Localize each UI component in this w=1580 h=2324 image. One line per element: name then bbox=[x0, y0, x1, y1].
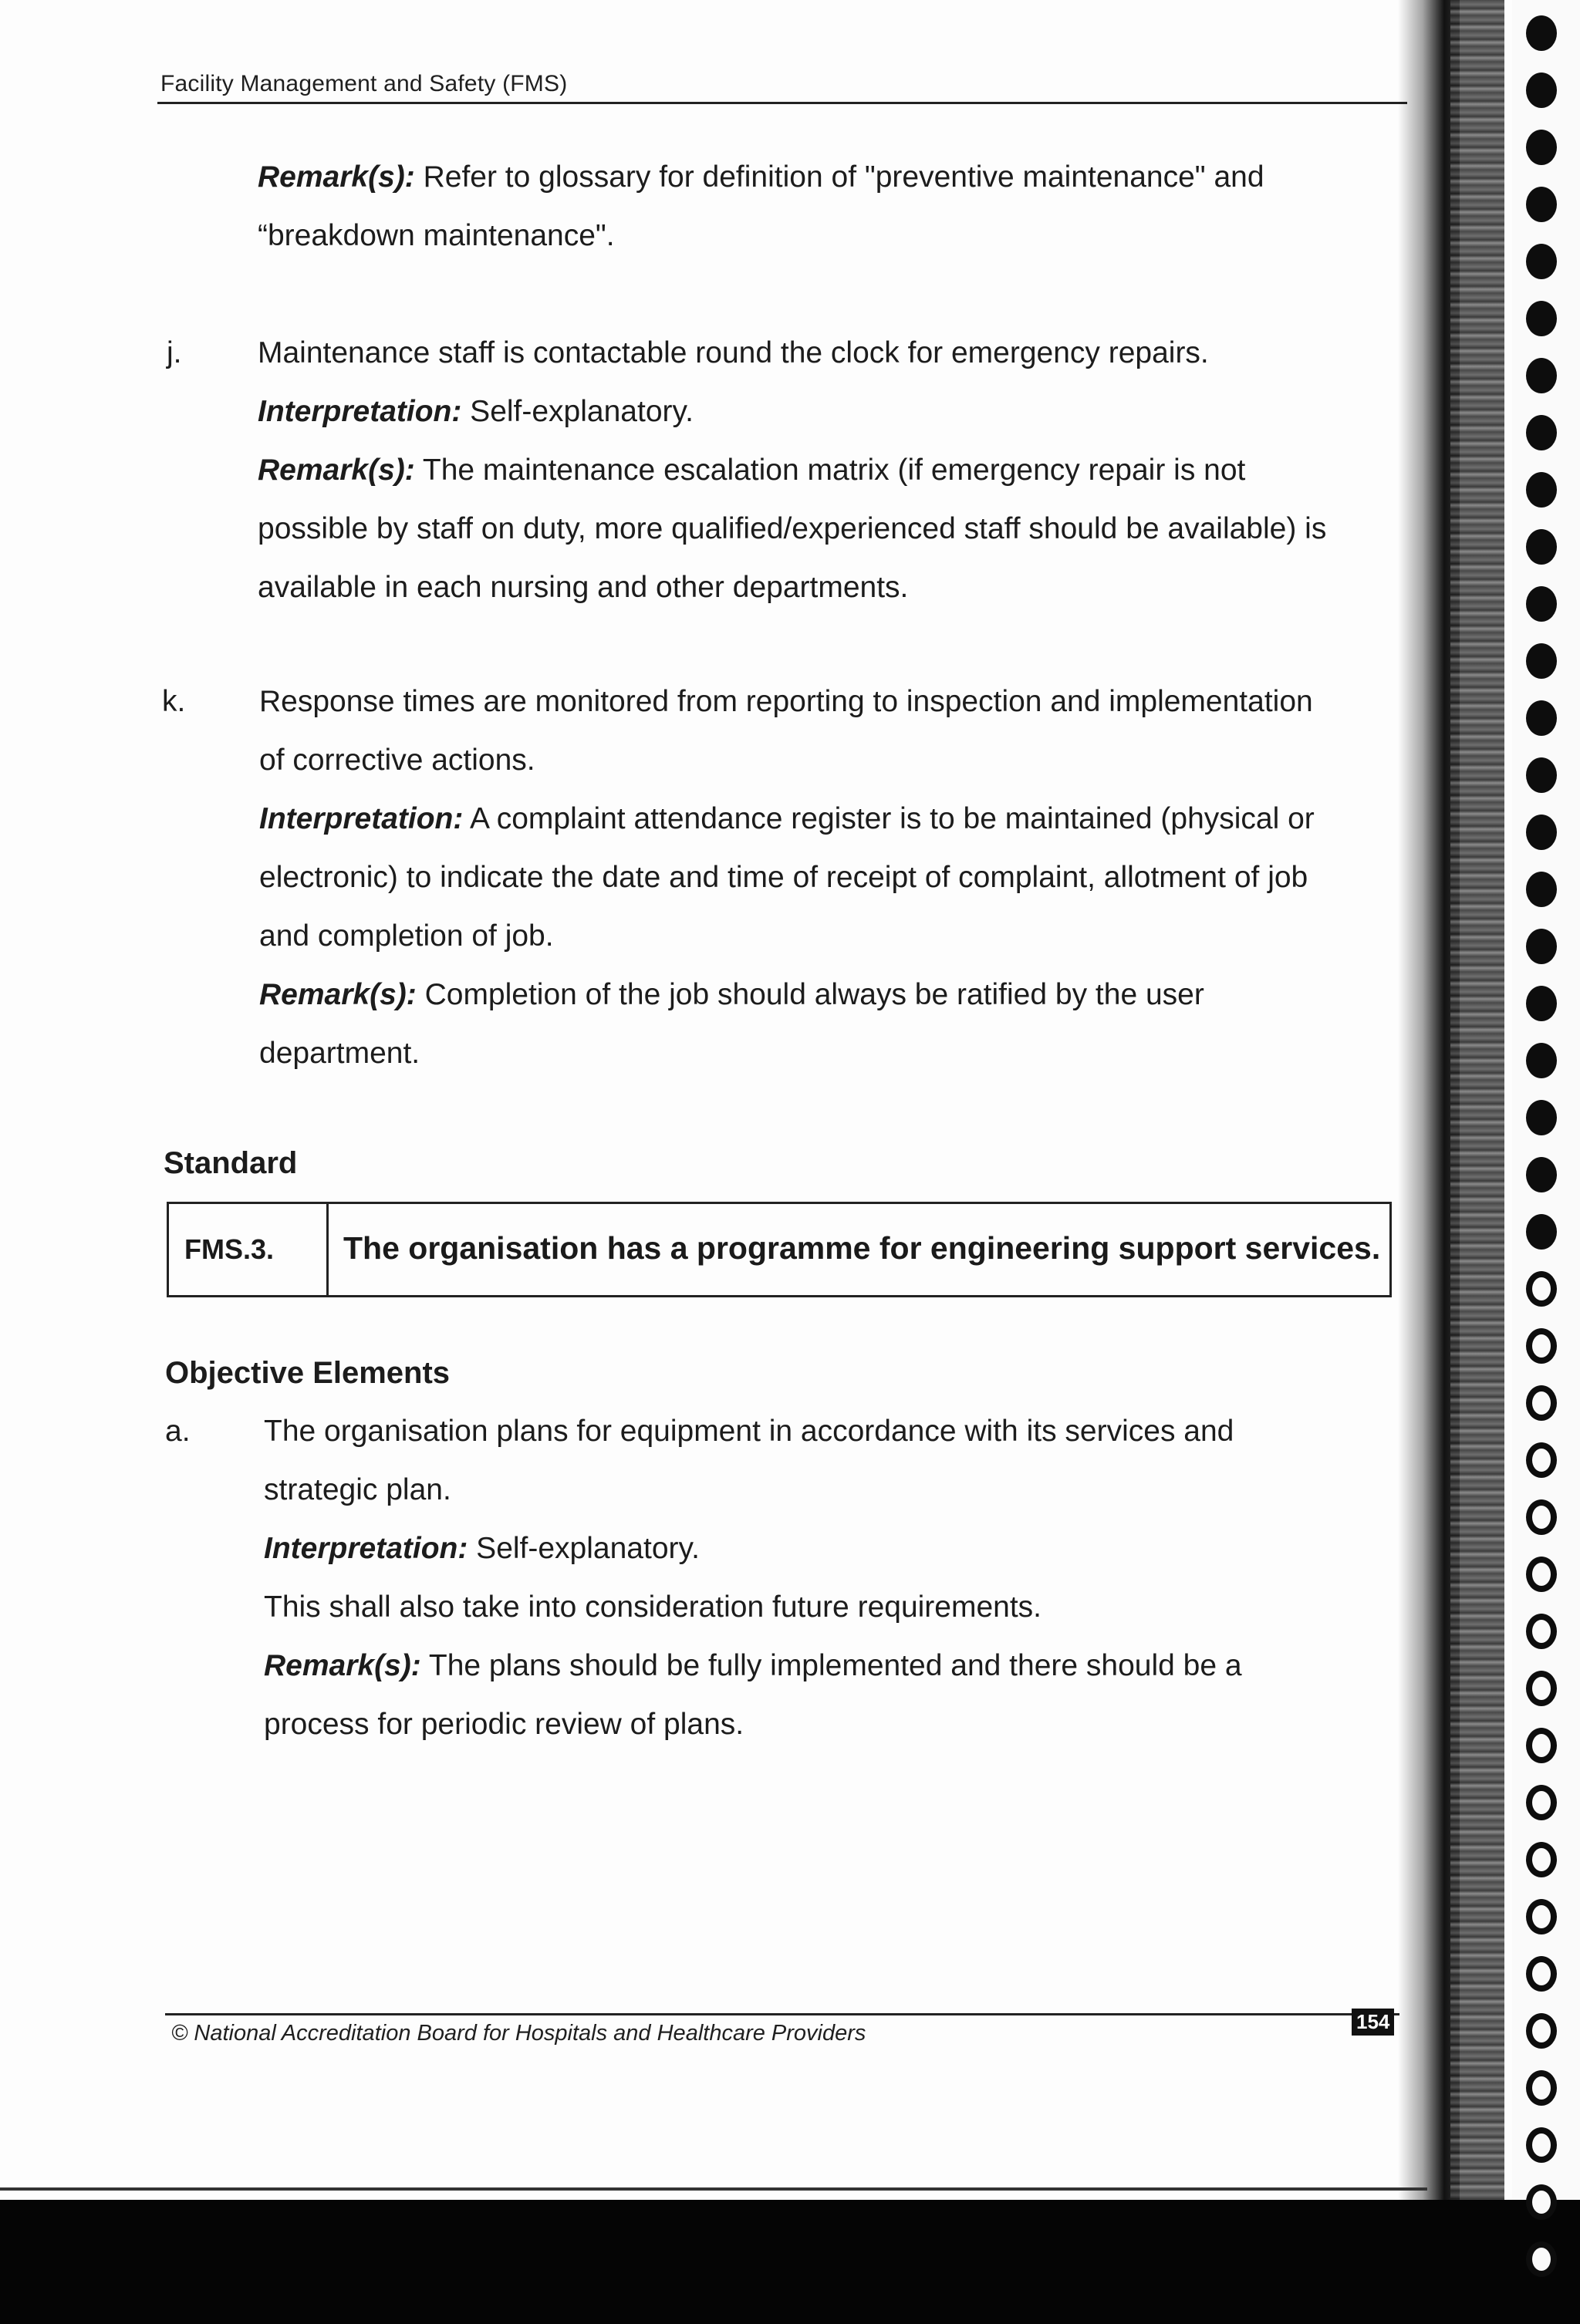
binding-hole bbox=[1526, 15, 1557, 51]
remark-text-line1: The maintenance escalation matrix (if emergency repair is not bbox=[414, 454, 1246, 487]
item-k-text-line1: Response times are monitored from reporting to inspection and implementation bbox=[259, 685, 1313, 718]
binding-hole bbox=[1526, 2013, 1557, 2049]
standard-heading: Standard bbox=[164, 1146, 298, 1180]
item-k-text-line2: of corrective actions. bbox=[259, 744, 535, 777]
remark-label: Remark(s): bbox=[259, 978, 417, 1011]
binding-hole bbox=[1526, 1614, 1557, 1649]
remark-text-line1: Refer to glossary for definition of "preventive maintenance" and bbox=[414, 160, 1264, 194]
header-title: Facility Management and Safety (FMS) bbox=[160, 71, 568, 96]
binding-hole bbox=[1526, 1899, 1557, 1934]
binding-hole bbox=[1526, 1214, 1557, 1250]
item-j-text: Maintenance staff is contactable round the clock for emergency repairs. bbox=[258, 336, 1209, 369]
binding-hole bbox=[1526, 586, 1557, 622]
binding-hole bbox=[1526, 472, 1557, 508]
binding-hole bbox=[1526, 415, 1557, 450]
item-j bbox=[258, 324, 1399, 617]
binding-hole bbox=[1526, 1385, 1557, 1421]
binding-hole bbox=[1526, 73, 1557, 108]
binding-hole bbox=[1526, 757, 1557, 793]
interpretation-text-line3: and completion of job. bbox=[259, 919, 554, 953]
binding-hole bbox=[1526, 130, 1557, 165]
interpretation-label: Interpretation: bbox=[258, 395, 462, 428]
remark-text-line2: department. bbox=[259, 1037, 420, 1070]
binding-hole bbox=[1526, 301, 1557, 336]
standard-text: The organisation has a programme for engineering support services. bbox=[343, 1230, 1381, 1266]
binding-hole bbox=[1526, 1671, 1557, 1706]
binding-hole bbox=[1526, 872, 1557, 907]
interpretation-label: Interpretation: bbox=[259, 802, 464, 835]
binding-hole bbox=[1526, 2241, 1557, 2277]
standard-code: FMS.3. bbox=[184, 1233, 275, 1265]
binding-hole bbox=[1526, 1956, 1557, 1992]
interpretation-label: Interpretation: bbox=[264, 1532, 468, 1565]
item-i-remark bbox=[258, 148, 1399, 265]
binding-hole bbox=[1526, 2184, 1557, 2220]
binding-hole bbox=[1526, 1100, 1557, 1135]
binding-hole bbox=[1526, 1157, 1557, 1192]
remark-label: Remark(s): bbox=[258, 160, 415, 194]
standard-box bbox=[167, 1202, 1392, 1297]
interpretation-text: Self-explanatory. bbox=[461, 395, 694, 428]
page-number: 154 bbox=[1352, 2009, 1394, 2036]
binding-hole bbox=[1526, 1557, 1557, 1592]
remark-text-line1: Completion of the job should always be ratified by the user bbox=[416, 978, 1204, 1011]
footer-copyright: © National Accreditation Board for Hospitals and Healthcare Providers bbox=[171, 2021, 866, 2046]
binding-hole bbox=[1526, 2127, 1557, 2163]
standard-box-divider bbox=[326, 1204, 329, 1295]
remark-text-line2: possible by staff on duty, more qualified/experienced staff should be available) is bbox=[258, 512, 1327, 545]
remark-label: Remark(s): bbox=[264, 1649, 421, 1682]
binding-hole bbox=[1526, 529, 1557, 565]
binding-hole bbox=[1526, 1043, 1557, 1078]
remark-label: Remark(s): bbox=[258, 454, 415, 487]
binding-hole bbox=[1526, 815, 1557, 850]
binding-hole bbox=[1526, 1785, 1557, 1820]
binding-hole bbox=[1526, 244, 1557, 279]
remark-text-line2: process for periodic review of plans. bbox=[264, 1708, 744, 1741]
scan-edge-line bbox=[0, 2187, 1427, 2191]
binding-hole bbox=[1526, 986, 1557, 1021]
objective-item-a-text-line1: The organisation plans for equipment in accordance with its services and bbox=[264, 1415, 1234, 1448]
item-k-letter: k. bbox=[162, 685, 186, 718]
binding-hole bbox=[1526, 358, 1557, 393]
binding-hole bbox=[1526, 1499, 1557, 1535]
objective-item-a-extra-line: This shall also take into consideration future requirements. bbox=[264, 1590, 1042, 1624]
binding-hole bbox=[1526, 187, 1557, 222]
binding-hole bbox=[1526, 1271, 1557, 1307]
binding-edge bbox=[1450, 0, 1504, 2206]
footer-rule bbox=[165, 2013, 1399, 2015]
objective-item-a-letter: a. bbox=[165, 1415, 191, 1448]
interpretation-text-line1: A complaint attendance register is to be maintained (physical or bbox=[463, 802, 1315, 835]
binding-hole bbox=[1526, 643, 1557, 679]
binding-hole bbox=[1526, 1442, 1557, 1478]
binding-hole bbox=[1526, 1728, 1557, 1763]
interpretation-text-line2: electronic) to indicate the date and time of receipt of complaint, allotment of job bbox=[259, 861, 1308, 894]
objective-item-a bbox=[264, 1402, 1398, 1754]
item-k bbox=[259, 673, 1401, 1083]
header-rule bbox=[157, 102, 1407, 104]
remark-text-line1: The plans should be fully implemented and there should be a bbox=[420, 1649, 1242, 1682]
interpretation-text: Self-explanatory. bbox=[468, 1532, 700, 1565]
remark-text-line3: available in each nursing and other departments. bbox=[258, 571, 909, 604]
objective-item-a-text-line2: strategic plan. bbox=[264, 1473, 451, 1506]
objective-elements-heading: Objective Elements bbox=[165, 1356, 451, 1390]
binding-hole bbox=[1526, 700, 1557, 736]
scan-bottom-band bbox=[0, 2200, 1580, 2324]
remark-text-line2: “breakdown maintenance". bbox=[258, 219, 615, 252]
item-j-letter: j. bbox=[167, 336, 182, 369]
binding-hole bbox=[1526, 929, 1557, 964]
binding-hole bbox=[1526, 1328, 1557, 1364]
binding-hole bbox=[1526, 2070, 1557, 2106]
binding-hole bbox=[1526, 1842, 1557, 1877]
